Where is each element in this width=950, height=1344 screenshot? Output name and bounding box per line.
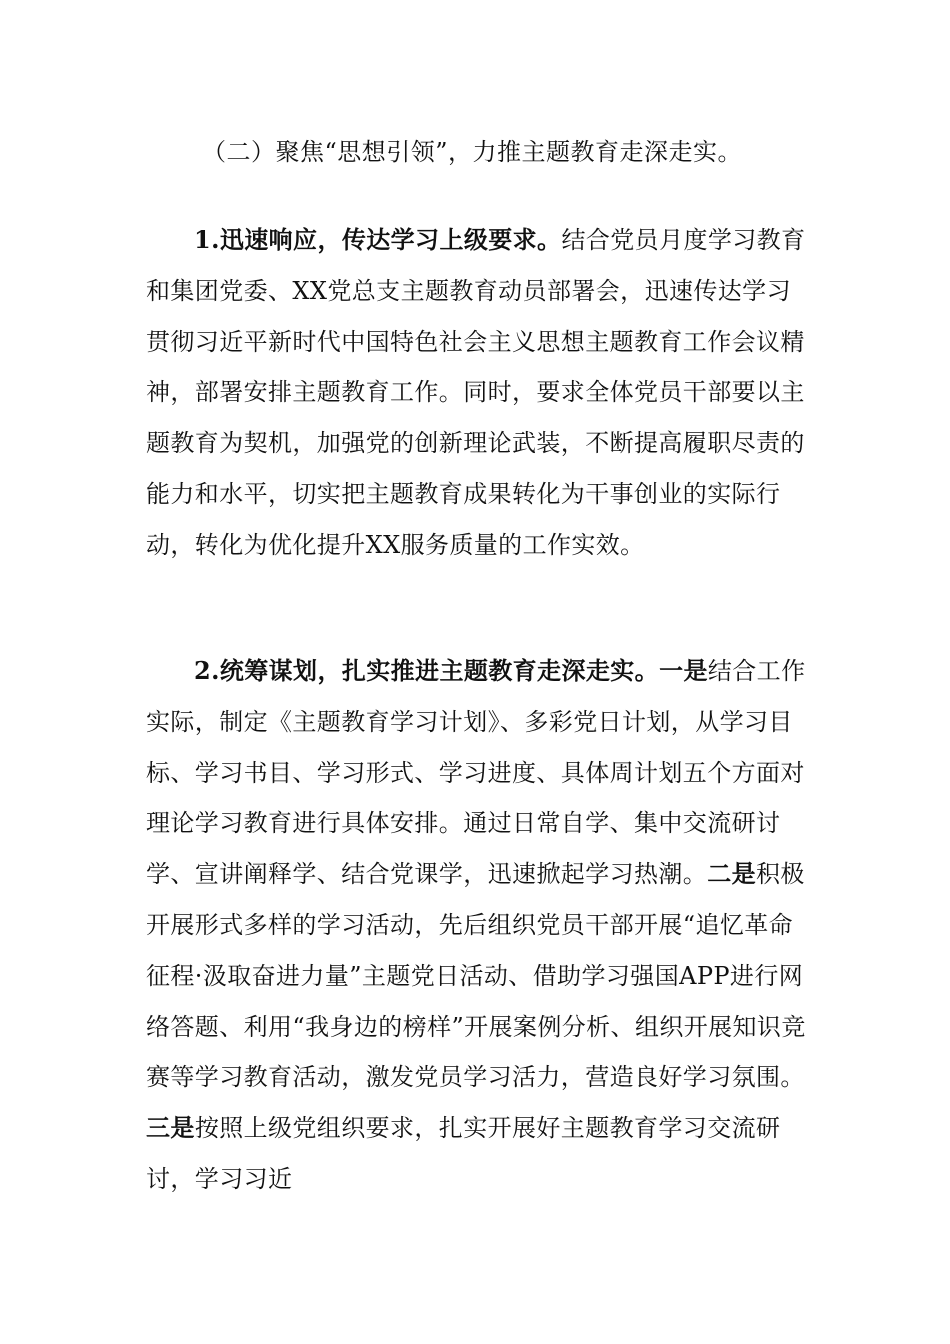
paragraph-1-body: 结合党员月度学习教育和集团党委、XX党总支主题教育动员部署会，迅速传达学习贯彻习近平新时代中国特色社会主义思想主题教育工作会议精神，部署安排主题教育工作。同时，要求全体党员干部要以主题教育为契机，加强党的创新理论武装，不断提高履职尽责的能力和水平，切实把主题教育成果转化为干事创业的实际行动，转化为优化提升XX服务质量的工作实效。 bbox=[146, 226, 806, 559]
marker-second: 二是 bbox=[707, 859, 757, 889]
marker-first: 一是 bbox=[659, 656, 708, 685]
paragraph-2 bbox=[146, 646, 806, 1205]
paragraph-2-text-3: 按照上级党组织要求，扎实开展好主题教育学习交流研讨，学习习近 bbox=[146, 1114, 781, 1193]
marker-third: 三是 bbox=[146, 1113, 195, 1143]
paragraph-2-text-1: 结合工作实际，制定《主题教育学习计划》、多彩党日计划，从学习目标、学习书目、学习形式、学习进度、具体周计划五个方面对理论学习教育进行具体安排。通过日常自学、集中交流研讨学、宣讲阐释学、结合党课学，迅速掀起学习热潮。 bbox=[146, 657, 806, 889]
paragraph-1 bbox=[146, 215, 806, 571]
section-heading: （二）聚焦“思想引领”，力推主题教育走深走实。 bbox=[202, 138, 743, 166]
paragraph-2-text-2: 积极开展形式多样的学习活动，先后组织党员干部开展“追忆革命征程·汲取奋进力量”主题党日活动、借助学习强国APP进行网络答题、利用“我身边的榜样”开展案例分析、组织开展知识竞赛等学习教育活动，激发党员学习活力，营造良好学习氛围。 bbox=[146, 860, 806, 1092]
paragraph-2-lead: 2.统筹谋划，扎实推进主题教育走深走实。 bbox=[194, 656, 660, 685]
paragraph-1-lead: 1.迅速响应，传达学习上级要求。 bbox=[194, 225, 562, 254]
